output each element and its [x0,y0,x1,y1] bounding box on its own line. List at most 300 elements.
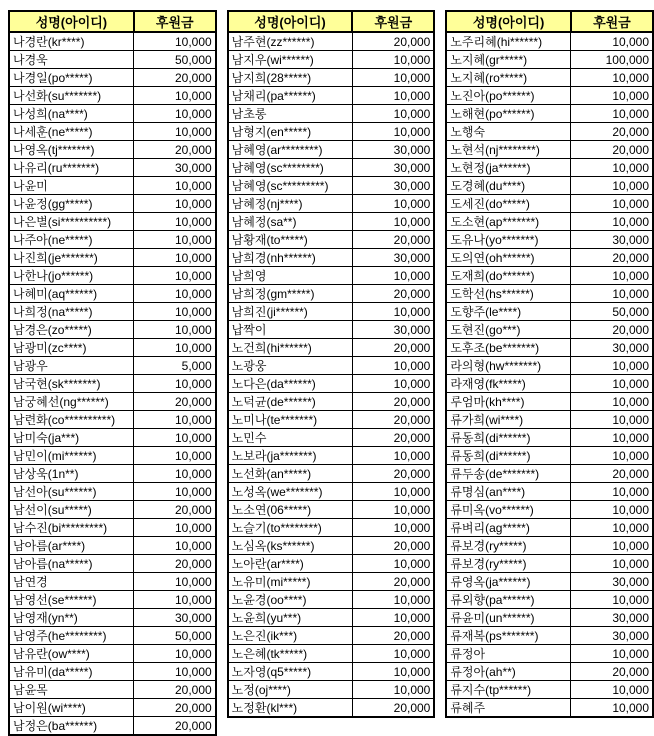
donor-row [446,249,653,267]
donation-amount-cell: 10,000 [134,249,216,267]
donor-name-cell: 남혜영(sc********) [228,159,353,177]
donation-amount-cell: 10,000 [134,591,216,609]
donor-name-cell: 남정은(ba******) [9,717,134,736]
donation-amount-cell: 10,000 [134,213,216,231]
donation-amount-cell: 10,000 [571,213,653,231]
donor-name-cell: 노지혜(ro*****) [446,69,570,87]
donor-name-cell: 남아름(ar****) [9,537,134,555]
donor-name-cell: 남상욱(1n**) [9,465,134,483]
donation-amount-cell: 50,000 [134,627,216,645]
donor-row [9,501,216,519]
donor-name-cell: 노보라(ja*******) [228,447,353,465]
donor-row [446,87,653,105]
donor-row [228,501,435,519]
donation-amount-cell: 10,000 [571,357,653,375]
donor-name-cell: 나주아(ne*****) [9,231,134,249]
donation-amount-cell: 10,000 [134,447,216,465]
donor-name-cell: 노선화(an*****) [228,465,353,483]
donor-row [446,177,653,195]
donor-row [9,465,216,483]
donor-row [228,645,435,663]
donor-row [446,555,653,573]
donor-name-cell: 노지혜(gr*****) [446,51,570,69]
donor-row [9,375,216,393]
donation-amount-cell: 20,000 [352,537,434,555]
donor-name-cell: 노슬기(to********) [228,519,353,537]
donor-row [446,267,653,285]
donor-row [228,555,435,573]
donation-amount-cell: 20,000 [571,465,653,483]
donor-row [228,699,435,718]
donation-amount-cell: 10,000 [352,519,434,537]
donor-name-cell: 남혜정(nj****) [228,195,353,213]
donation-amount-cell: 10,000 [134,267,216,285]
donation-amount-cell: 10,000 [134,663,216,681]
donation-amount-cell: 10,000 [571,69,653,87]
donor-row [228,231,435,249]
donor-row [446,411,653,429]
donor-row [9,303,216,321]
donation-amount-cell: 20,000 [134,393,216,411]
donor-row [228,141,435,159]
donor-row [228,303,435,321]
donation-amount-cell: 10,000 [352,483,434,501]
donor-name-cell: 나윤미 [9,177,134,195]
donor-row [9,87,216,105]
donor-row [228,51,435,69]
donor-name-cell: 나경일(po*****) [9,69,134,87]
donor-row [446,663,653,681]
name-header-cell: 성명(아이디) [228,11,353,32]
donor-name-cell: 남궁혜선(ng******) [9,393,134,411]
donor-name-cell: 노행숙 [446,123,570,141]
donor-name-cell: 류미옥(vo******) [446,501,570,519]
donor-name-cell: 노자영(q5*****) [228,663,353,681]
donor-name-cell: 남초롱 [228,105,353,123]
donor-name-cell: 나윤정(gg*****) [9,195,134,213]
donation-amount-cell: 10,000 [571,195,653,213]
donor-row [9,537,216,555]
donation-amount-cell: 20,000 [352,429,434,447]
donor-row [9,285,216,303]
donor-row [228,357,435,375]
donor-name-cell: 노덕균(de******) [228,393,353,411]
donor-row [9,141,216,159]
donation-amount-cell: 10,000 [352,69,434,87]
donor-name-cell: 남채리(pa******) [228,87,353,105]
donor-row [9,663,216,681]
donor-name-cell: 류동희(di******) [446,447,570,465]
amount-header-cell: 후원금 [571,11,653,32]
donor-name-cell: 노윤경(oo****) [228,591,353,609]
donor-table-2 [227,10,436,718]
donation-amount-cell: 20,000 [571,663,653,681]
donor-row [228,267,435,285]
donor-name-cell: 노주리혜(hi******) [446,32,570,51]
donor-name-cell: 도경혜(du****) [446,177,570,195]
donor-name-cell: 나영옥(tj*******) [9,141,134,159]
header-row [446,11,653,32]
donation-amount-cell: 20,000 [352,465,434,483]
donor-name-cell: 남혜영(sc*********) [228,177,353,195]
donation-amount-cell: 20,000 [134,69,216,87]
donation-amount-cell: 10,000 [571,447,653,465]
donor-row [446,645,653,663]
donor-row [9,321,216,339]
donor-row [446,231,653,249]
donor-row [228,393,435,411]
donor-row [228,465,435,483]
donation-amount-cell: 10,000 [134,411,216,429]
donor-name-cell: 남희경(nh******) [228,249,353,267]
donation-amount-cell: 10,000 [134,177,216,195]
donor-name-cell: 도현진(go***) [446,321,570,339]
donation-amount-cell: 20,000 [134,555,216,573]
donor-name-cell: 나진희(je*******) [9,249,134,267]
donor-row [228,105,435,123]
donation-amount-cell: 10,000 [134,573,216,591]
donor-name-cell: 남영주(he********) [9,627,134,645]
donor-row [9,123,216,141]
donor-row [9,105,216,123]
donor-name-cell: 류혜주 [446,699,570,718]
donation-amount-cell: 10,000 [571,537,653,555]
donor-name-cell: 남혜영(ar********) [228,141,353,159]
donor-name-cell: 류동희(di******) [446,429,570,447]
donation-amount-cell: 10,000 [134,303,216,321]
donation-amount-cell: 10,000 [571,501,653,519]
donor-name-cell: 나세훈(ne*****) [9,123,134,141]
donation-amount-cell: 20,000 [352,393,434,411]
donation-amount-cell: 10,000 [134,429,216,447]
donation-amount-cell: 10,000 [571,393,653,411]
donation-amount-cell: 10,000 [571,105,653,123]
donation-amount-cell: 10,000 [352,195,434,213]
donor-row [9,519,216,537]
donation-amount-cell: 30,000 [352,141,434,159]
donation-amount-cell: 20,000 [571,141,653,159]
donor-name-cell: 남주현(zz******) [228,32,353,51]
donor-name-cell: 남유미(da*****) [9,663,134,681]
donation-amount-cell: 20,000 [352,699,434,718]
donor-row [228,573,435,591]
donation-amount-cell: 10,000 [571,699,653,718]
donor-row [9,213,216,231]
donor-row [228,69,435,87]
donor-row [446,429,653,447]
donor-row [228,375,435,393]
donation-amount-cell: 10,000 [571,483,653,501]
donation-amount-cell: 20,000 [352,573,434,591]
donor-row [446,357,653,375]
donation-amount-cell: 10,000 [571,375,653,393]
donation-amount-cell: 10,000 [352,591,434,609]
donor-name-cell: 나경욱 [9,51,134,69]
donor-row [228,663,435,681]
donor-row [228,681,435,699]
donor-name-cell: 나유리(ru*******) [9,159,134,177]
donation-amount-cell: 30,000 [134,609,216,627]
donor-name-cell: 나은별(si**********) [9,213,134,231]
donor-row [9,447,216,465]
donation-amount-cell: 10,000 [352,123,434,141]
donor-row [228,519,435,537]
donor-name-cell: 남영선(se******) [9,591,134,609]
donor-row [446,159,653,177]
donation-amount-cell: 10,000 [134,483,216,501]
donor-row [9,573,216,591]
donor-row [446,285,653,303]
donor-row [228,159,435,177]
donation-amount-cell: 30,000 [352,159,434,177]
donation-amount-cell: 10,000 [571,591,653,609]
donor-name-cell: 노해현(po******) [446,105,570,123]
donor-row [228,177,435,195]
donor-name-cell: 남윤목 [9,681,134,699]
donor-name-cell: 남황재(to*****) [228,231,353,249]
donation-amount-cell: 5,000 [134,357,216,375]
donation-amount-cell: 20,000 [352,339,434,357]
donor-row [446,321,653,339]
donation-amount-cell: 10,000 [571,267,653,285]
donor-row [9,339,216,357]
donor-name-cell: 남형지(en*****) [228,123,353,141]
donor-name-cell: 노광웅 [228,357,353,375]
donor-row [446,339,653,357]
amount-header-cell: 후원금 [352,11,434,32]
donor-row [228,285,435,303]
donor-name-cell: 류지수(tp******) [446,681,570,699]
donor-name-cell: 남국현(sk*******) [9,375,134,393]
donor-row [228,249,435,267]
donor-name-cell: 류벼리(ag*****) [446,519,570,537]
donation-amount-cell: 30,000 [352,177,434,195]
donation-amount-cell: 20,000 [352,411,434,429]
donor-row [446,393,653,411]
donor-row [9,231,216,249]
donor-row [9,267,216,285]
donation-amount-cell: 10,000 [352,357,434,375]
donor-row [446,32,653,51]
donor-name-cell: 도세진(do*****) [446,195,570,213]
donor-row [228,537,435,555]
donation-amount-cell: 10,000 [571,285,653,303]
donor-row [446,483,653,501]
donation-amount-cell: 10,000 [571,519,653,537]
donation-amount-cell: 20,000 [134,699,216,717]
header-row [9,11,216,32]
donor-name-cell: 류재복(ps*******) [446,627,570,645]
donor-name-cell: 남수진(bi*********) [9,519,134,537]
donor-row [228,213,435,231]
donor-row [9,555,216,573]
donation-amount-cell: 10,000 [352,663,434,681]
donor-row [228,591,435,609]
donor-row [446,591,653,609]
donor-row [9,717,216,736]
donation-amount-cell: 10,000 [134,87,216,105]
donor-name-cell: 노소연(06*****) [228,501,353,519]
donor-row [446,123,653,141]
donation-amount-cell: 20,000 [352,32,434,51]
donor-row [446,519,653,537]
donation-amount-cell: 10,000 [134,321,216,339]
donation-amount-cell: 30,000 [571,573,653,591]
donation-amount-cell: 20,000 [134,717,216,736]
donor-row [228,195,435,213]
donor-name-cell: 도후조(be*******) [446,339,570,357]
donor-row [446,375,653,393]
donation-amount-cell: 30,000 [134,159,216,177]
donation-amount-cell: 30,000 [352,321,434,339]
donor-row [228,32,435,51]
donor-name-cell: 류외향(pa******) [446,591,570,609]
donor-name-cell: 라재영(fk*****) [446,375,570,393]
donor-name-cell: 노정(oj****) [228,681,353,699]
donation-amount-cell: 10,000 [352,213,434,231]
donor-name-cell: 노진아(po******) [446,87,570,105]
donor-row [9,69,216,87]
donor-name-cell: 도의연(oh******) [446,249,570,267]
donation-amount-cell: 50,000 [571,303,653,321]
donation-amount-cell: 10,000 [352,87,434,105]
donor-row [228,627,435,645]
donor-row [446,105,653,123]
donor-row [228,483,435,501]
donation-amount-cell: 10,000 [571,681,653,699]
donor-name-cell: 노은진(ik***) [228,627,353,645]
donor-row [9,591,216,609]
donor-name-cell: 남광미(zc****) [9,339,134,357]
donor-row [446,573,653,591]
donor-name-cell: 노현정(ja******) [446,159,570,177]
donor-name-cell: 남영재(yn**) [9,609,134,627]
donation-amount-cell: 10,000 [352,375,434,393]
donation-amount-cell: 10,000 [352,555,434,573]
donation-amount-cell: 30,000 [571,231,653,249]
donor-name-cell: 류보경(ry*****) [446,537,570,555]
donor-name-cell: 납짝이 [228,321,353,339]
donation-amount-cell: 20,000 [571,123,653,141]
donor-name-cell: 남희영 [228,267,353,285]
donor-name-cell: 남련화(co**********) [9,411,134,429]
donation-amount-cell: 10,000 [134,519,216,537]
donor-row [228,447,435,465]
donor-row [9,483,216,501]
donor-name-cell: 남연경 [9,573,134,591]
donation-amount-cell: 20,000 [571,249,653,267]
donor-row [446,465,653,483]
donor-row [9,249,216,267]
donor-row [446,627,653,645]
donor-name-cell: 남선아(su******) [9,483,134,501]
donor-name-cell: 남선이(su*****) [9,501,134,519]
donor-name-cell: 남경은(zo*****) [9,321,134,339]
donor-name-cell: 노성옥(we*******) [228,483,353,501]
donation-amount-cell: 10,000 [352,447,434,465]
donor-row [9,429,216,447]
donor-name-cell: 류윤미(un******) [446,609,570,627]
donor-row [9,51,216,69]
donor-name-cell: 남희진(ji******) [228,303,353,321]
donor-name-cell: 노심옥(ks******) [228,537,353,555]
donation-amount-cell: 20,000 [352,231,434,249]
donor-name-cell: 류가희(wi****) [446,411,570,429]
donation-amount-cell: 10,000 [134,285,216,303]
donor-name-cell: 도재희(do******) [446,267,570,285]
donation-amount-cell: 30,000 [571,627,653,645]
donation-amount-cell: 20,000 [134,141,216,159]
donation-amount-cell: 20,000 [352,627,434,645]
donation-amount-cell: 10,000 [134,375,216,393]
donor-row [228,123,435,141]
donor-row [446,195,653,213]
donation-amount-cell: 10,000 [571,32,653,51]
donor-name-cell: 노은혜(tk*****) [228,645,353,663]
donor-row [9,681,216,699]
donor-name-cell: 류영옥(ja******) [446,573,570,591]
donation-amount-cell: 20,000 [134,681,216,699]
donor-row [9,699,216,717]
donor-table-1 [8,10,217,736]
donor-name-cell: 도소현(ap*******) [446,213,570,231]
donor-row [228,609,435,627]
donor-name-cell: 류두송(de*******) [446,465,570,483]
donation-amount-cell: 30,000 [352,249,434,267]
donor-row [228,87,435,105]
donation-amount-cell: 10,000 [134,645,216,663]
donation-amount-cell: 10,000 [352,51,434,69]
donation-amount-cell: 10,000 [134,231,216,249]
donor-name-cell: 루엄마(kh****) [446,393,570,411]
donor-name-cell: 노미나(te*******) [228,411,353,429]
donation-amount-cell: 10,000 [134,32,216,51]
donor-name-cell: 남혜정(sa**) [228,213,353,231]
donor-row [446,69,653,87]
donor-row [9,159,216,177]
donation-amount-cell: 10,000 [571,645,653,663]
donor-name-cell: 류정아(ah**) [446,663,570,681]
donation-amount-cell: 10,000 [352,267,434,285]
donation-amount-cell: 10,000 [134,339,216,357]
donor-name-cell: 남지우(wi******) [228,51,353,69]
donor-row [228,321,435,339]
donor-name-cell: 노현석(nj********) [446,141,570,159]
donor-row [9,357,216,375]
name-header-cell: 성명(아이디) [9,11,134,32]
donor-row [228,429,435,447]
donation-amount-cell: 10,000 [571,177,653,195]
donor-row [446,609,653,627]
donor-name-cell: 남희정(gm*****) [228,285,353,303]
donor-row [228,339,435,357]
donor-name-cell: 나성희(na****) [9,105,134,123]
donation-amount-cell: 100,000 [571,51,653,69]
donor-name-cell: 남미숙(ja***) [9,429,134,447]
donor-name-cell: 도유나(yo*******) [446,231,570,249]
amount-header-cell: 후원금 [134,11,216,32]
donation-amount-cell: 10,000 [134,105,216,123]
donor-name-cell: 나한나(jo******) [9,267,134,285]
donor-row [446,303,653,321]
donor-name-cell: 류명심(an****) [446,483,570,501]
donor-name-cell: 노다은(da******) [228,375,353,393]
donor-name-cell: 남이원(wi****) [9,699,134,717]
donor-row [446,501,653,519]
donation-amount-cell: 10,000 [352,303,434,321]
donor-name-cell: 나희정(na*****) [9,303,134,321]
donation-amount-cell: 10,000 [571,159,653,177]
